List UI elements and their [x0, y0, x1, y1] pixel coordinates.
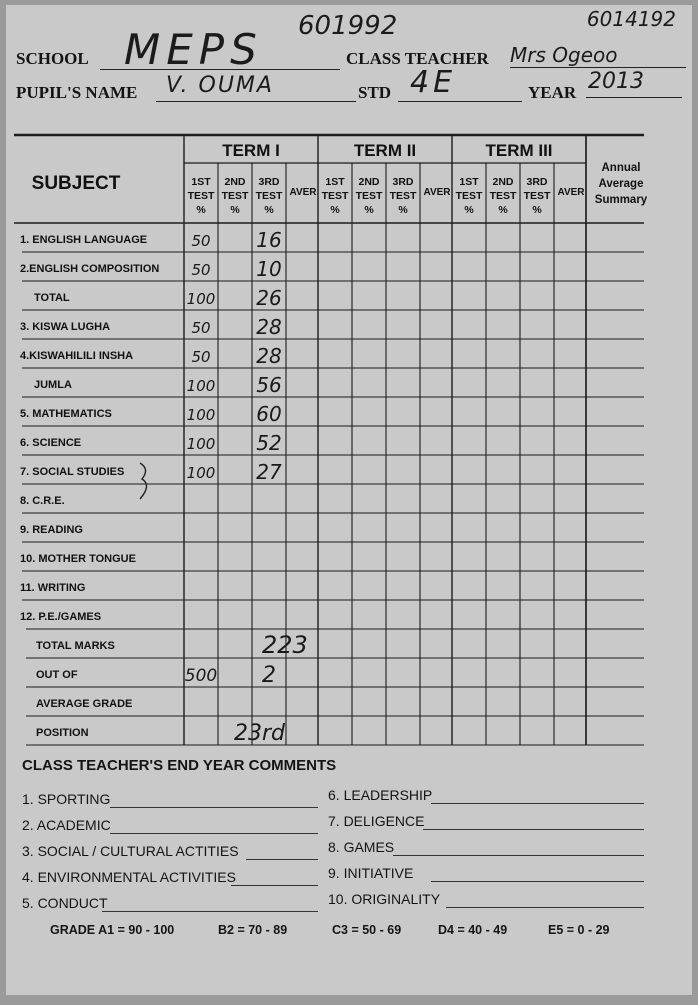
comment-label-left: 2. ACADEMIC — [22, 817, 111, 833]
row-label: 1. ENGLISH LANGUAGE — [20, 234, 148, 246]
row-label: POSITION — [36, 727, 89, 739]
mark-test3: 16 — [256, 228, 282, 252]
school-label: SCHOOL — [16, 49, 89, 68]
mark-test3: 27 — [256, 460, 282, 484]
row-label: 12. P.E./GAMES — [20, 611, 102, 623]
row-label: 7. SOCIAL STUDIES — [20, 466, 125, 478]
row-label: 4.KISWAHILILI INSHA — [20, 350, 134, 362]
test-header: % — [330, 204, 340, 216]
test-header: % — [464, 204, 474, 216]
year-label: YEAR — [528, 83, 577, 102]
comment-blank-line[interactable] — [393, 855, 644, 856]
aver-header: AVER — [557, 187, 585, 198]
mark-test1: 100 — [186, 290, 216, 308]
test-header: TEST — [455, 190, 483, 202]
mark-test3: 52 — [256, 431, 282, 455]
row-label: AVERAGE GRADE — [36, 698, 133, 710]
class-teacher-value: Mrs Ogeoo — [510, 43, 618, 67]
test-header: TEST — [489, 190, 517, 202]
aver-header: AVER — [289, 187, 317, 198]
report-card — [6, 5, 692, 995]
mark-test1: 100 — [186, 464, 216, 482]
year-value: 2013 — [588, 69, 644, 94]
grade-c3: C3 = 50 - 69 — [332, 923, 402, 937]
mark-test1: 50 — [191, 232, 211, 250]
test-header: % — [264, 204, 274, 216]
row-label: TOTAL — [34, 292, 70, 304]
comment-blank-line[interactable] — [423, 829, 644, 830]
bracket-mark — [140, 463, 147, 499]
comments-title: CLASS TEACHER'S END YEAR COMMENTS — [22, 757, 337, 774]
comment-blank-line[interactable] — [110, 807, 318, 808]
row-label: JUMLA — [34, 379, 72, 391]
out-of-extra: 2 — [262, 663, 276, 688]
row-label: OUT OF — [36, 669, 78, 681]
grade-b2: B2 = 70 - 89 — [218, 923, 288, 937]
row-label: TOTAL MARKS — [36, 640, 115, 652]
row-label: 3. KISWA LUGHA — [20, 321, 111, 333]
comment-label-right: 10. ORIGINALITY — [328, 891, 441, 907]
class-teacher-label: CLASS TEACHER — [346, 49, 489, 68]
annual-header: Summary — [594, 194, 648, 206]
pupil-name-label: PUPIL'S NAME — [16, 83, 138, 102]
mark-test3: 56 — [256, 373, 282, 397]
test-header: 3RD — [258, 176, 280, 188]
mark-test1: 50 — [191, 261, 211, 279]
mark-test1: 100 — [186, 406, 216, 424]
comment-blank-line[interactable] — [431, 881, 644, 882]
test-header: 3RD — [392, 176, 414, 188]
row-label: 9. READING — [20, 524, 83, 536]
comment-blank-line[interactable] — [102, 911, 318, 912]
out-of-value: 500 — [184, 666, 218, 686]
mark-test3: 60 — [256, 402, 282, 426]
comment-label-right: 8. GAMES — [328, 839, 395, 855]
mark-test1: 50 — [191, 319, 211, 337]
row-label: 10. MOTHER TONGUE — [20, 553, 136, 565]
comment-blank-line[interactable] — [231, 885, 318, 886]
test-header: 2ND — [224, 176, 246, 188]
mark-test3: 26 — [256, 286, 282, 310]
row-label: 6. SCIENCE — [20, 437, 82, 449]
marks-table — [14, 125, 684, 755]
comment-blank-line[interactable] — [110, 833, 318, 834]
std-value: 4E — [410, 65, 457, 100]
top-number: 6014192 — [586, 7, 676, 31]
mark-test1: 100 — [186, 377, 216, 395]
pupil-name-value: V. OUMA — [166, 73, 274, 98]
term-header-1: TERM I — [222, 141, 280, 160]
row-label: 5. MATHEMATICS — [20, 408, 112, 420]
test-header: TEST — [187, 190, 215, 202]
test-header: % — [230, 204, 240, 216]
test-header: 2ND — [492, 176, 514, 188]
school-value: MEPS — [124, 25, 263, 74]
test-header: TEST — [355, 190, 383, 202]
test-header: % — [498, 204, 508, 216]
grade-e5: E5 = 0 - 29 — [548, 923, 610, 937]
annual-header: Average — [598, 178, 644, 190]
row-label: 2.ENGLISH COMPOSITION — [20, 263, 160, 275]
test-header: TEST — [389, 190, 417, 202]
test-header: TEST — [255, 190, 283, 202]
test-header: % — [532, 204, 542, 216]
mark-test3: 28 — [256, 344, 282, 368]
term-header-3: TERM III — [485, 141, 553, 160]
term-header-2: TERM II — [353, 141, 417, 160]
comment-label-left: 3. SOCIAL / CULTURAL ACTITIES — [22, 843, 239, 859]
mark-test3: 28 — [256, 315, 282, 339]
annual-header: Annual — [601, 162, 641, 174]
grade-d4: D4 = 40 - 49 — [438, 923, 508, 937]
mark-test1: 50 — [191, 348, 211, 366]
test-header: % — [398, 204, 408, 216]
aver-header: AVER — [423, 187, 451, 198]
test-header: TEST — [221, 190, 249, 202]
row-label: 11. WRITING — [20, 582, 86, 594]
comment-label-right: 7. DELIGENCE — [328, 813, 425, 829]
comment-label-left: 4. ENVIRONMENTAL ACTIVITIES — [22, 869, 236, 885]
comment-label-right: 9. INITIATIVE — [328, 865, 414, 881]
serial-number: 601992 — [298, 11, 398, 41]
comment-label-left: 1. SPORTING — [22, 791, 111, 807]
comment-label-right: 6. LEADERSHIP — [328, 787, 433, 803]
comment-label-left: 5. CONDUCT — [22, 895, 108, 911]
test-header: TEST — [321, 190, 349, 202]
position-value: 23rd — [234, 721, 286, 746]
mark-test1: 100 — [186, 435, 216, 453]
test-header: 3RD — [526, 176, 548, 188]
comment-blank-line[interactable] — [246, 859, 318, 860]
comment-blank-line[interactable] — [431, 803, 644, 804]
test-header: 1ST — [191, 176, 211, 188]
mark-test3: 10 — [256, 257, 282, 281]
grade-a1: GRADE A1 = 90 - 100 — [50, 923, 175, 937]
test-header: 1ST — [459, 176, 479, 188]
std-label: STD — [358, 83, 392, 102]
test-header: % — [196, 204, 206, 216]
test-header: 2ND — [358, 176, 380, 188]
test-header: 1ST — [325, 176, 345, 188]
test-header: TEST — [523, 190, 551, 202]
comment-blank-line[interactable] — [446, 907, 644, 908]
total-marks-value: 223 — [262, 631, 308, 659]
test-header: % — [364, 204, 374, 216]
row-label: 8. C.R.E. — [20, 495, 65, 507]
subject-header: SUBJECT — [31, 173, 121, 194]
